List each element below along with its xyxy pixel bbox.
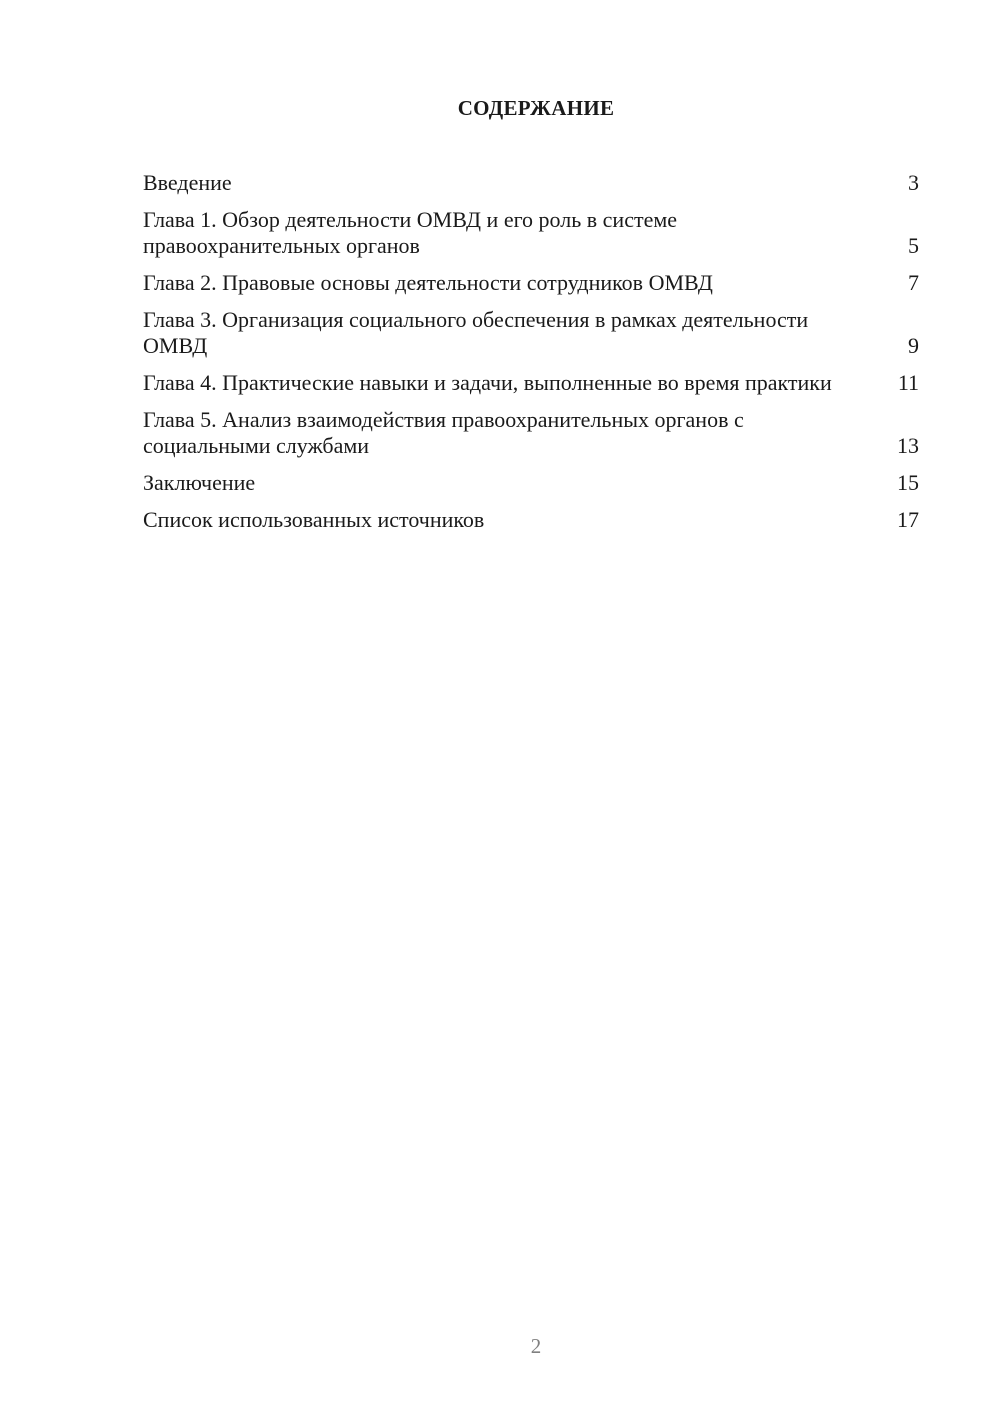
toc-entry-label: Глава 4. Практические навыки и задачи, выполненные во время практики (143, 370, 832, 395)
page-title: СОДЕРЖАНИЕ (457, 96, 615, 120)
toc-entry-label: Глава 3. Организация социального обеспечения в рамках деятельности ОМВД (143, 307, 809, 358)
toc-entry-label: Введение (143, 170, 232, 195)
toc-entry-page: 15 (897, 470, 919, 495)
page-number: 2 (530, 1334, 542, 1358)
toc-entry-introduction (143, 170, 919, 196)
toc-entry-label: Глава 2. Правовые основы деятельности сотрудников ОМВД (143, 270, 713, 295)
toc-entry-page: 5 (908, 233, 919, 258)
toc-entry-page: 17 (897, 507, 919, 532)
toc-entry-page: 7 (908, 270, 919, 295)
toc-entry-chapter-5 (143, 407, 919, 459)
toc-entry-page: 3 (908, 170, 919, 195)
toc-entry-conclusion (143, 470, 919, 496)
toc-entry-label: Глава 5. Анализ взаимодействия правоохранительных органов с социальными службами (143, 407, 744, 458)
toc-entry-page: 11 (897, 370, 919, 395)
toc-entry-page: 9 (908, 333, 919, 358)
toc-entry-chapter-1 (143, 207, 919, 259)
toc-entry-label: Список использованных источников (143, 507, 485, 532)
toc-entry-chapter-3 (143, 307, 919, 359)
toc-entry-chapter-2 (143, 270, 919, 296)
toc-entry-label: Заключение (143, 470, 256, 495)
toc-entry-label: Глава 1. Обзор деятельности ОМВД и его роль в системе правоохранительных органов (143, 207, 678, 258)
toc-entry-references (143, 507, 919, 533)
toc-entry-page: 13 (897, 433, 919, 458)
toc-entry-chapter-4 (143, 370, 919, 396)
table-of-contents (143, 170, 919, 544)
